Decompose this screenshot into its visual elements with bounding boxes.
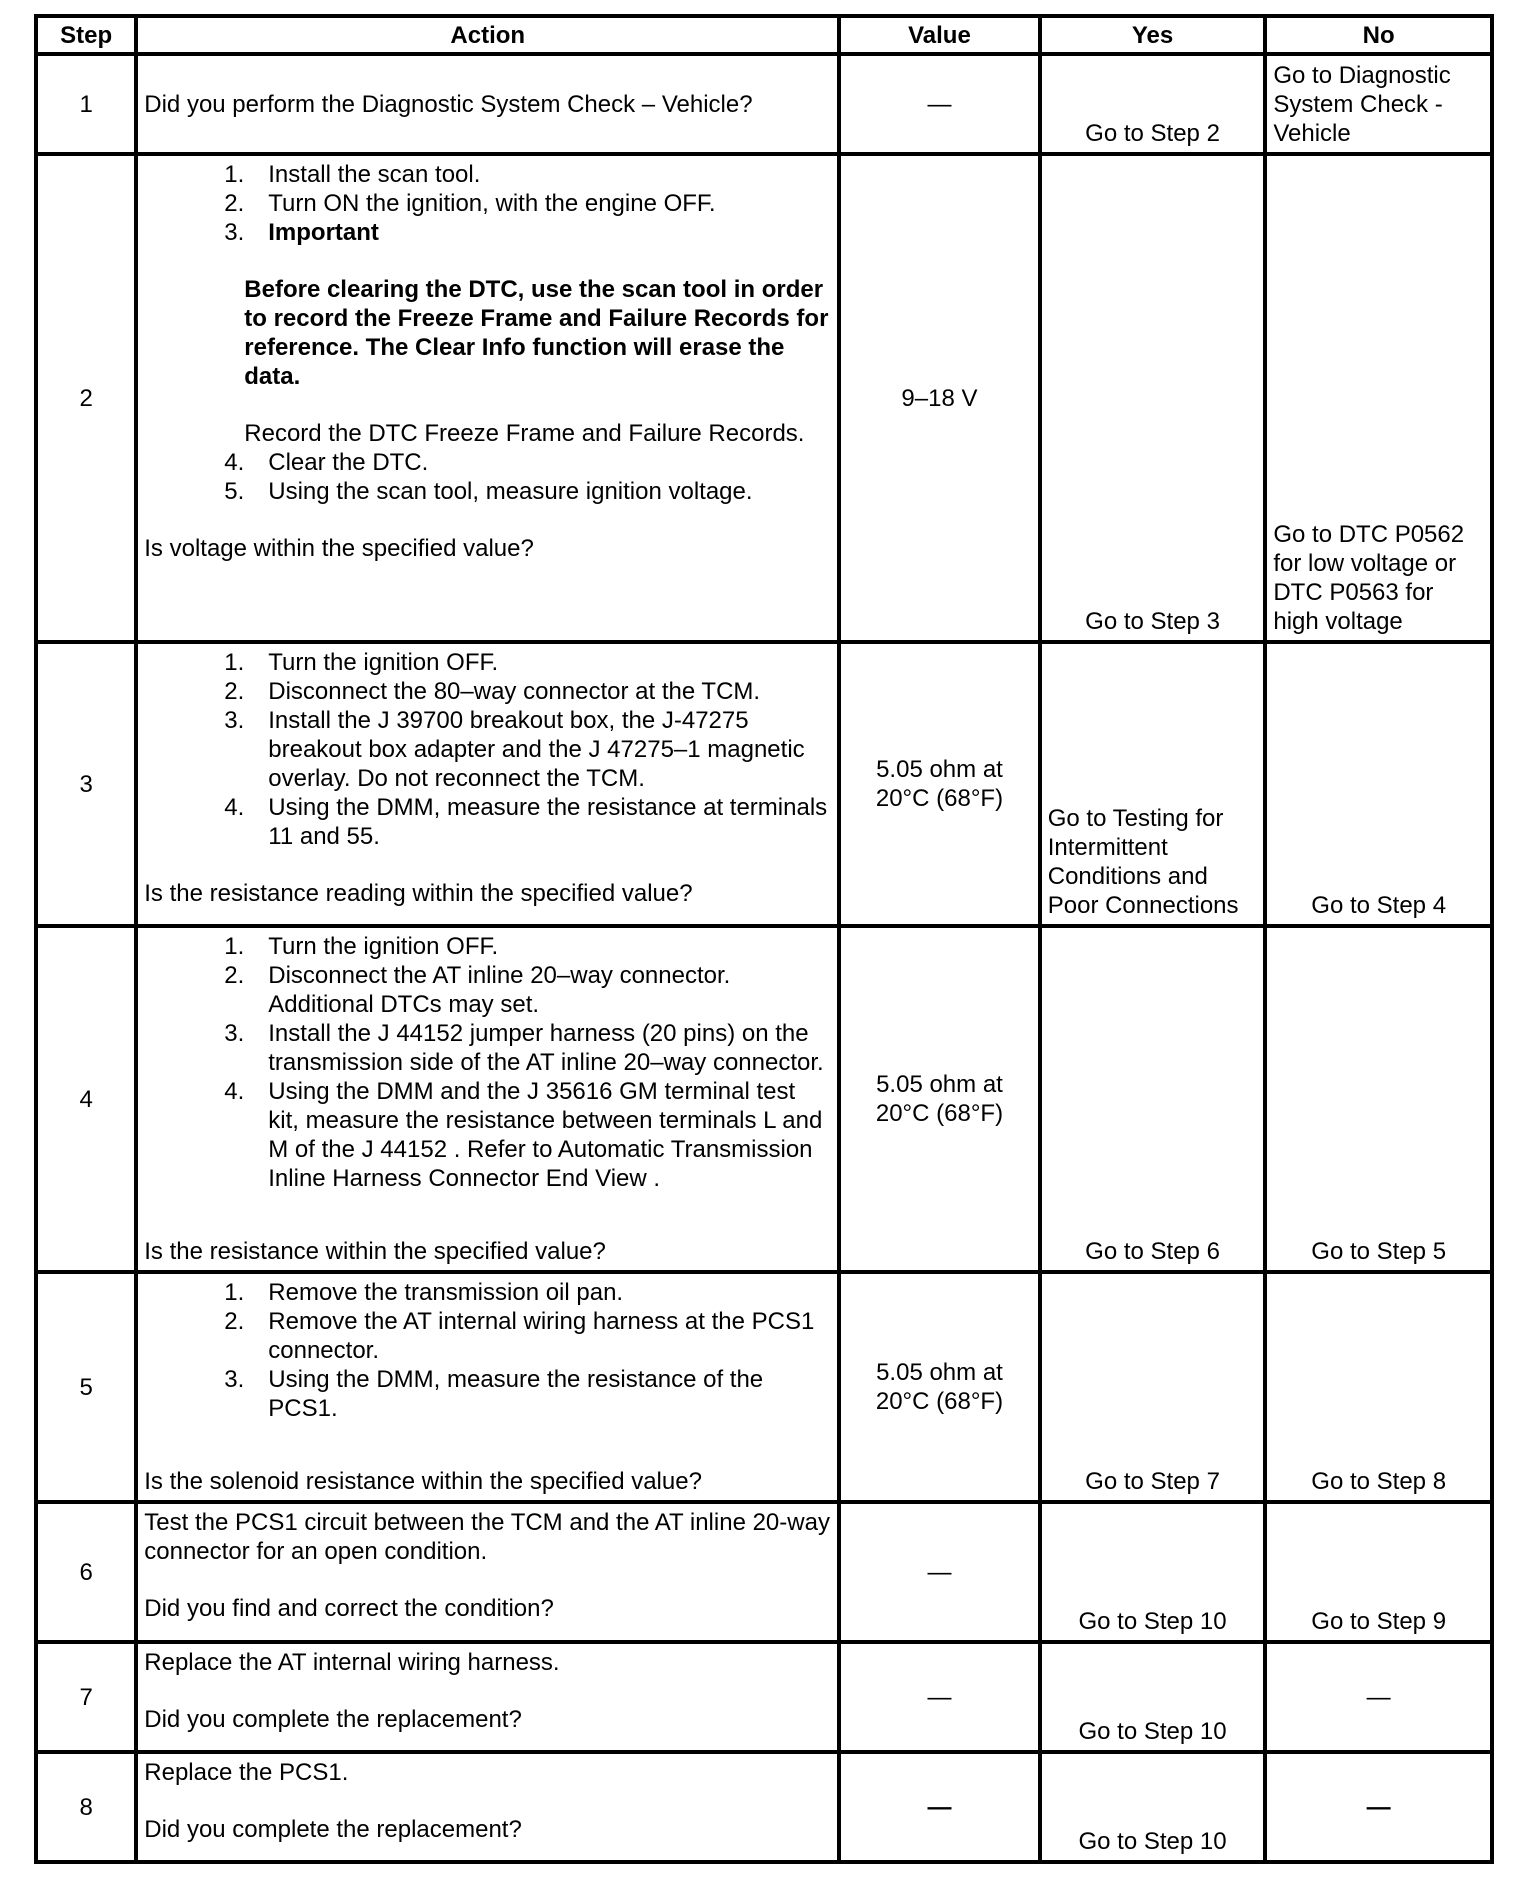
table-row <box>36 154 1492 642</box>
value-cell: 5.05 ohm at 20°C (68°F) <box>839 926 1040 1272</box>
list-item: 1. Install the scan tool. <box>224 161 481 188</box>
list-item: 4. Using the DMM and the J 35616 GM terminal test kit, measure the resistance between terminals L and M of the J 44152 . Refer to Automatic Transmission Inline Harness Connector End View . <box>224 1078 823 1192</box>
value-cell: 5.05 ohm at 20°C (68°F) <box>839 1272 1040 1502</box>
action-question: Is the solenoid resistance within the specified value? <box>144 1468 702 1495</box>
action-cell <box>136 54 839 154</box>
step-number: 5 <box>36 1272 136 1502</box>
header-action: Action <box>136 16 839 54</box>
important-note: Before clearing the DTC, use the scan tool in order to record the Freeze Frame and Failure Records for reference. The Clear Info function will erase the data. <box>244 276 829 390</box>
no-cell: Go to Step 9 <box>1265 1502 1492 1642</box>
action-question: Did you find and correct the condition? <box>144 1595 554 1622</box>
list-item: 1. Turn the ignition OFF. <box>224 649 499 676</box>
list-item: 3. Install the J 39700 breakout box, the J-47275 breakout box adapter and the J 47275–1 magnetic overlay. Do not reconnect the TCM. <box>224 707 805 792</box>
no-cell: Go to Step 5 <box>1265 926 1492 1272</box>
header-yes: Yes <box>1040 16 1266 54</box>
action-list <box>144 448 831 506</box>
list-item: 2. Disconnect the AT inline 20–way connector. Additional DTCs may set. <box>224 962 731 1018</box>
action-cell <box>136 642 839 926</box>
action-list <box>144 648 831 851</box>
table-row <box>36 1752 1492 1862</box>
value-cell: — <box>839 1752 1040 1862</box>
action-list <box>144 160 831 247</box>
list-item: 1. Remove the transmission oil pan. <box>224 1279 624 1306</box>
table-row <box>36 926 1492 1272</box>
list-item: 2. Disconnect the 80–way connector at the TCM. <box>224 678 761 705</box>
yes-cell: Go to Step 7 <box>1040 1272 1266 1502</box>
yes-cell: Go to Step 10 <box>1040 1642 1266 1752</box>
action-text: Test the PCS1 circuit between the TCM and the AT inline 20-way connector for an open condition. <box>144 1509 830 1565</box>
step-number: 4 <box>36 926 136 1272</box>
action-list <box>144 932 831 1193</box>
value-cell: 9–18 V <box>839 154 1040 642</box>
action-question: Did you complete the replacement? <box>144 1816 522 1843</box>
list-item: 2. Turn ON the ignition, with the engine OFF. <box>224 190 716 217</box>
list-item: 1. Turn the ignition OFF. <box>224 933 499 960</box>
yes-cell: Go to Step 2 <box>1040 54 1266 154</box>
list-item: 4. Using the DMM, measure the resistance at terminals 11 and 55. <box>224 794 828 850</box>
list-item: 4. Clear the DTC. <box>224 449 429 476</box>
yes-cell: Go to Step 10 <box>1040 1752 1266 1862</box>
value-cell: 5.05 ohm at 20°C (68°F) <box>839 642 1040 926</box>
table-row <box>36 54 1492 154</box>
action-cell <box>136 1272 839 1502</box>
action-text: Replace the AT internal wiring harness. <box>144 1649 560 1676</box>
no-cell: — <box>1265 1752 1492 1862</box>
action-question: Is the resistance reading within the specified value? <box>144 880 693 907</box>
value-cell: — <box>839 1502 1040 1642</box>
action-cell <box>136 1502 839 1642</box>
step-number: 6 <box>36 1502 136 1642</box>
action-cell <box>136 1642 839 1752</box>
action-cell <box>136 1752 839 1862</box>
action-question: Is voltage within the specified value? <box>144 535 534 562</box>
table-row <box>36 1272 1492 1502</box>
header-value: Value <box>839 16 1040 54</box>
action-cell <box>136 154 839 642</box>
action-question: Did you perform the Diagnostic System Check – Vehicle? <box>144 90 753 118</box>
action-list <box>144 1278 831 1423</box>
diagnostic-table <box>34 14 1494 1864</box>
no-cell: Go to Step 8 <box>1265 1272 1492 1502</box>
header-row <box>36 16 1492 54</box>
action-cell <box>136 926 839 1272</box>
table-row <box>36 1642 1492 1752</box>
action-question: Did you complete the replacement? <box>144 1706 522 1733</box>
action-question: Is the resistance within the specified value? <box>144 1238 606 1265</box>
step-number: 8 <box>36 1752 136 1862</box>
step-number: 2 <box>36 154 136 642</box>
record-note: Record the DTC Freeze Frame and Failure Records. <box>244 420 805 447</box>
step-number: 7 <box>36 1642 136 1752</box>
no-cell: Go to Step 4 <box>1265 642 1492 926</box>
value-cell: — <box>839 1642 1040 1752</box>
list-item: 3. Install the J 44152 jumper harness (20 pins) on the transmission side of the AT inline 20–way connector. <box>224 1020 824 1076</box>
important-label: Important <box>268 219 379 246</box>
yes-cell: Go to Testing for Intermittent Conditions and Poor Connections <box>1040 642 1266 926</box>
list-item: 3. Using the DMM, measure the resistance of the PCS1. <box>224 1366 764 1422</box>
header-no: No <box>1265 16 1492 54</box>
list-item: 5. Using the scan tool, measure ignition voltage. <box>224 478 753 505</box>
table-row <box>36 1502 1492 1642</box>
yes-cell: Go to Step 10 <box>1040 1502 1266 1642</box>
step-number: 1 <box>36 54 136 154</box>
yes-cell: Go to Step 3 <box>1040 154 1266 642</box>
list-item: 2. Remove the AT internal wiring harness at the PCS1 connector. <box>224 1308 815 1364</box>
no-cell: Go to DTC P0562 for low voltage or DTC P0563 for high voltage <box>1265 154 1492 642</box>
list-item: 3. Important <box>144 218 831 247</box>
no-cell: Go to Diagnostic System Check - Vehicle <box>1265 54 1492 154</box>
no-cell: — <box>1265 1642 1492 1752</box>
value-cell: — <box>839 54 1040 154</box>
table-row <box>36 642 1492 926</box>
action-text: Replace the PCS1. <box>144 1759 349 1786</box>
step-number: 3 <box>36 642 136 926</box>
header-step: Step <box>36 16 136 54</box>
yes-cell: Go to Step 6 <box>1040 926 1266 1272</box>
